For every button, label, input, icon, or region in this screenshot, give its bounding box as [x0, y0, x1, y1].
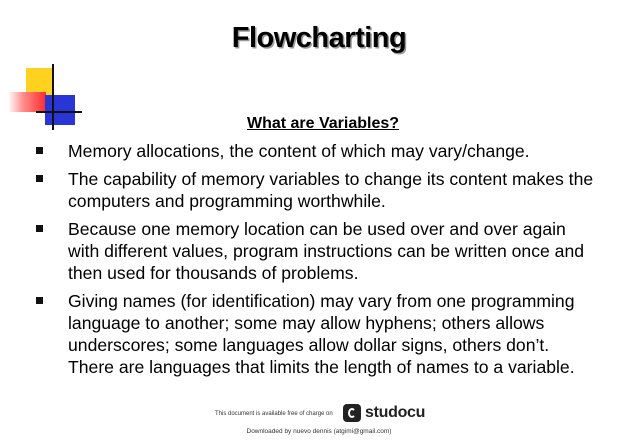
bullet-item: [36, 218, 596, 284]
studocu-brand-link[interactable]: [343, 404, 425, 422]
bullet-text: Giving names (for identification) may vary from one programming language to another; some may allow hyphens; others allows underscores; some languages allow dollar signs, others don’t. There are languages that limits the length of names to a variable.: [68, 291, 575, 377]
studocu-brand-text: studocu: [365, 404, 426, 421]
footer-download-info: Downloaded by nuevo dennis (atgimi@gmail.com): [246, 428, 392, 435]
square-bullet-icon: [36, 225, 43, 232]
bullet-item: [36, 168, 596, 212]
slide-subtitle: What are Variables?: [246, 115, 400, 132]
bullet-item: [36, 140, 596, 162]
square-bullet-icon: [36, 175, 43, 182]
studocu-logo-icon: [343, 404, 361, 422]
bullet-item: [36, 290, 596, 378]
bullet-list: [36, 140, 596, 384]
square-bullet-icon: [36, 297, 43, 304]
slide-title: Flowcharting: [231, 22, 407, 54]
footer-notice: This document is available free of charge on: [215, 411, 333, 417]
red-gradient-shape: [8, 92, 46, 112]
horizontal-line-shape: [36, 111, 82, 113]
bullet-text: Because one memory location can be used over and over again with different values, program instructions can be written once and then used for thousands of problems.: [68, 219, 585, 283]
bullet-text: The capability of memory variables to change its content makes the computers and programming worthwhile.: [68, 169, 594, 211]
bullet-text: Memory allocations, the content of which may vary/change.: [68, 141, 530, 161]
square-bullet-icon: [36, 147, 43, 154]
